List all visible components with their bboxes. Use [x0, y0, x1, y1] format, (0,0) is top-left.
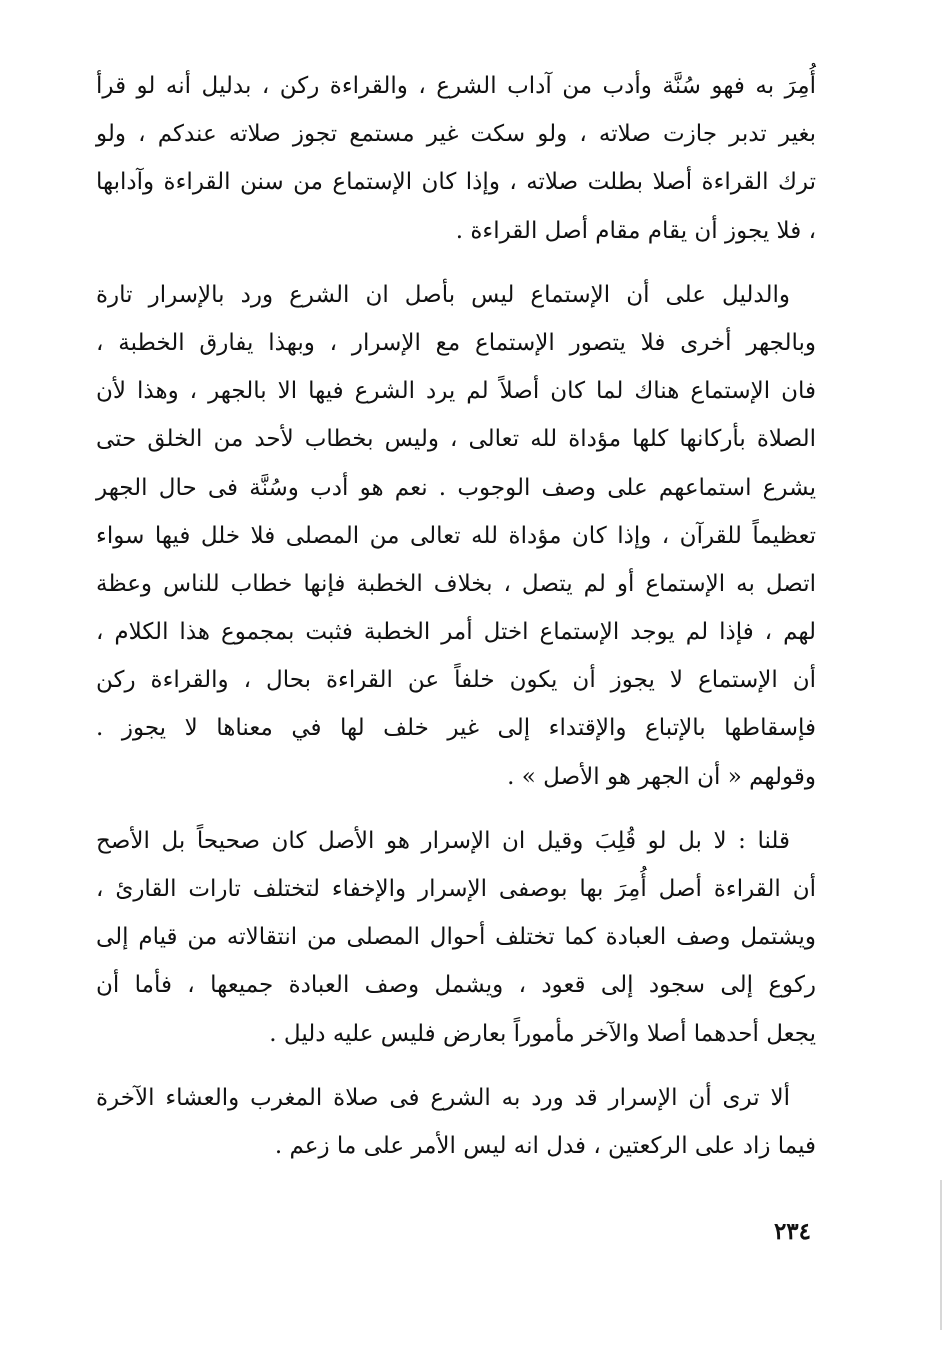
text-line: أن القراءة أصل أُمِرَ بها بوصفى الإسرار والإخفاء لتختلف تارات القارئ ،	[96, 876, 816, 902]
text-line: ألا ترى أن الإسرار قد ورد به الشرع فى صلاة المغرب والعشاء الآخرة	[96, 1084, 790, 1111]
text-line: والدليل على أن الإستماع ليس بأصل ان الشرع ورد بالإسرار تارة	[96, 281, 790, 308]
text-line: وبالجهر أخرى فلا يتصور الإستماع مع الإسرار ، وبهذا يفارق الخطبة ،	[96, 329, 816, 356]
text-line: ترك القراءة أصلا بطلت صلاته ، وإذا كان الإستماع من سنن القراءة وآدابها	[96, 169, 816, 196]
text-line: يجعل أحدهما أصلا والآخر مأموراً بعارض فليس عليه دليل .	[269, 1020, 816, 1047]
paragraph-4	[96, 1074, 816, 1170]
text-line: لهم ، فإذا لم يوجد الإستماع اختل أمر الخطبة فثبت بمجموع هذا الكلام ،	[96, 619, 816, 646]
paragraph-1	[96, 62, 816, 255]
text-line: الصلاة بأركانها كلها مؤداة لله تعالى ، وليس بخطاب لأحد من الخلق حتى	[96, 426, 816, 453]
text-line: اتصل به الإستماع أو لم يتصل ، بخلاف الخطبة فإنها خطاب للناس وعظة	[96, 570, 816, 597]
text-line: أُمِرَ به فهو سُنَّة وأدب من آداب الشرع ، والقراءة ركن ، بدليل أنه لو قرأ	[96, 73, 816, 99]
text-line: أن الإستماع لا يجوز أن يكون خلفاً عن القراءة بحال ، والقراءة ركن	[96, 667, 816, 694]
page-number: ٢٣٤	[773, 1218, 811, 1245]
text-line: ركوع إلى سجود إلى قعود ، ويشمل وصف العبادة جميعها ، فأما أن	[96, 972, 816, 999]
text-line: فيما زاد على الركعتين ، فدل انه ليس الأمر على ما زعم .	[274, 1132, 816, 1159]
paragraph-3	[96, 817, 816, 1058]
text-line: وقولهم « أن الجهر هو الأصل » .	[507, 763, 816, 790]
paragraph-2	[96, 271, 816, 801]
text-line: قلنا : لا بل لو قُلِبَ وقيل ان الإسرار هو الأصل كان صحيحاً بل الأصح	[96, 827, 790, 854]
text-line: تعظيماً للقرآن ، وإذا كان مؤداة لله تعالى من المصلى فلا خلل فيها سواء	[96, 522, 816, 549]
text-line: يشرع استماعهم على وصف الوجوب . نعم هو أدب وسُنَّة فى حال الجهر	[96, 474, 816, 501]
scan-edge-mark	[940, 1180, 942, 1330]
page-body	[96, 62, 816, 1186]
text-line: فإسقاطها بالإتباع والإقتداء إلى غير خلف لها في معناها لا يجوز .	[96, 715, 816, 742]
text-line: ويشتمل وصف العبادة كما تختلف أحوال المصلى من انتقالاته من قيام إلى	[96, 924, 816, 951]
text-line: ، فلا يجوز أن يقام مقام أصل القراءة .	[455, 217, 816, 244]
text-line: فان الإستماع هناك لما كان أصلاً لم يرد الشرع فيها الا بالجهر ، وهذا لأن	[96, 378, 816, 405]
text-line: بغير تدبر جازت صلاته ، ولو سكت غير مستمع تجوز صلاته عندكم ، ولو	[96, 121, 816, 148]
